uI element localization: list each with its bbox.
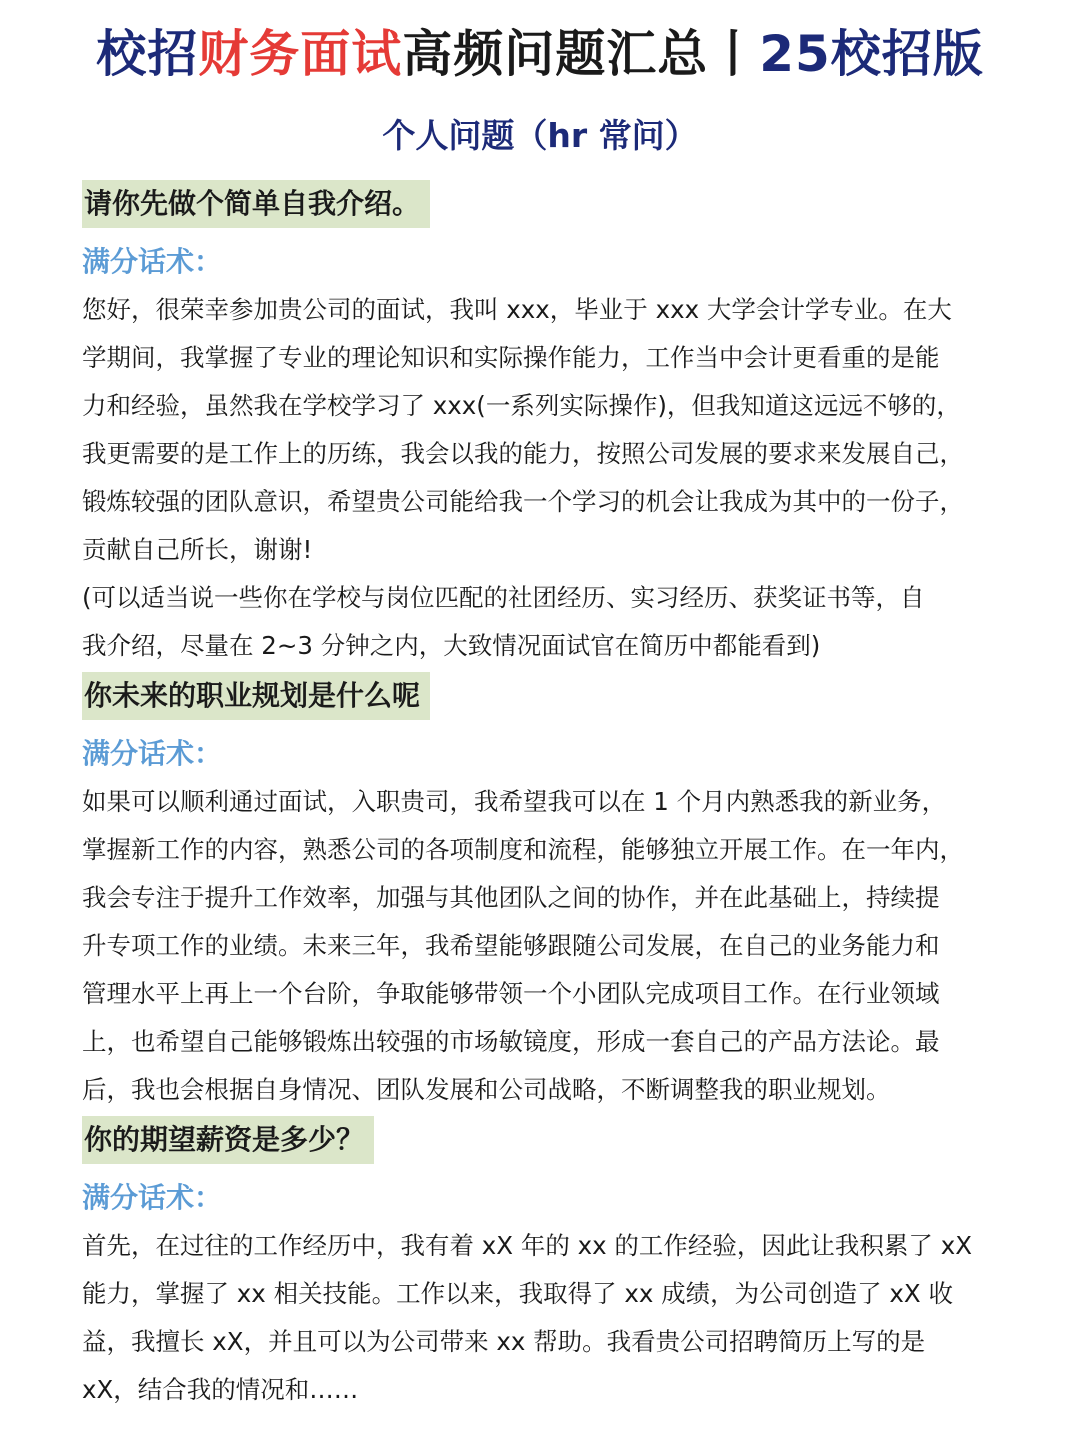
answer-line: 学期间，我掌握了专业的理论知识和实际操作能力，工作当中会计更看重的是能 <box>82 343 940 372</box>
answer-paragraph <box>82 778 1002 1114</box>
answer-line: 上，也希望自己能够锻炼出较强的市场敏镜度，形成一套自己的产品方法论。最 <box>82 1027 940 1056</box>
answer-line: xX，结合我的情况和…… <box>82 1375 359 1404</box>
answer-line: 您好，很荣幸参加贵公司的面试，我叫 xxx，毕业于 xxx 大学会计学专业。在大 <box>82 295 952 324</box>
answer-label: 满分话术： <box>82 737 223 770</box>
question-heading: 你未来的职业规划是什么呢 <box>82 672 430 720</box>
title-part-3: 高频问题汇总 <box>402 25 709 83</box>
answer-line: (可以适当说一些你在学校与岗位匹配的社团经历、实习经历、获奖证书等，自 <box>82 583 925 612</box>
answer-line: 力和经验，虽然我在学校学习了 xxx(一系列实际操作)，但我知道这远远不够的， <box>82 391 961 420</box>
answer-line: 后，我也会根据自身情况、团队发展和公司战略，不断调整我的职业规划。 <box>82 1075 891 1104</box>
title-part-2: 财务面试 <box>198 25 403 83</box>
question-heading: 你的期望薪资是多少？ <box>82 1116 374 1164</box>
page-title <box>0 18 1080 90</box>
title-separator: 丨 <box>708 25 760 83</box>
question-heading: 请你先做个简单自我介绍。 <box>82 180 430 228</box>
title-part-4: 25校招版 <box>759 25 984 83</box>
section-career-plan <box>82 672 1002 1114</box>
answer-label: 满分话术： <box>82 1181 223 1214</box>
answer-line: 我会专注于提升工作效率，加强与其他团队之间的协作，并在此基础上，持续提 <box>82 883 940 912</box>
answer-line: 锻炼较强的团队意识，希望贵公司能给我一个学习的机会让我成为其中的一份子， <box>82 487 964 516</box>
section-salary <box>82 1116 1002 1414</box>
answer-paragraph <box>82 1222 1002 1414</box>
answer-line: 贡献自己所长，谢谢! <box>82 535 313 564</box>
answer-line: 掌握新工作的内容，熟悉公司的各项制度和流程，能够独立开展工作。在一年内， <box>82 835 964 864</box>
answer-paragraph <box>82 286 1002 670</box>
answer-label: 满分话术： <box>82 245 223 278</box>
answer-line: 我介绍，尽量在 2~3 分钟之内，大致情况面试官在简历中都能看到) <box>82 631 821 660</box>
answer-line: 首先，在过往的工作经历中，我有着 xX 年的 xx 的工作经验，因此让我积累了 xX <box>82 1231 972 1260</box>
section-self-intro <box>82 180 1002 670</box>
answer-line: 益，我擅长 xX，并且可以为公司带来 xx 帮助。我看贵公司招聘简历上写的是 <box>82 1327 926 1356</box>
answer-line: 如果可以顺利通过面试，入职贵司，我希望我可以在 1 个月内熟悉我的新业务， <box>82 787 947 816</box>
answer-line: 管理水平上再上一个台阶，争取能够带领一个小团队完成项目工作。在行业领域 <box>82 979 940 1008</box>
page-subtitle: 个人问题（hr 常问） <box>382 116 698 155</box>
answer-line: 升专项工作的业绩。未来三年，我希望能够跟随公司发展，在自己的业务能力和 <box>82 931 940 960</box>
answer-line: 能力，掌握了 xx 相关技能。工作以来，我取得了 xx 成绩，为公司创造了 xX 收 <box>82 1279 954 1308</box>
answer-line: 我更需要的是工作上的历练，我会以我的能力，按照公司发展的要求来发展自己， <box>82 439 964 468</box>
title-part-1: 校招 <box>96 25 199 83</box>
content <box>82 180 1002 1414</box>
